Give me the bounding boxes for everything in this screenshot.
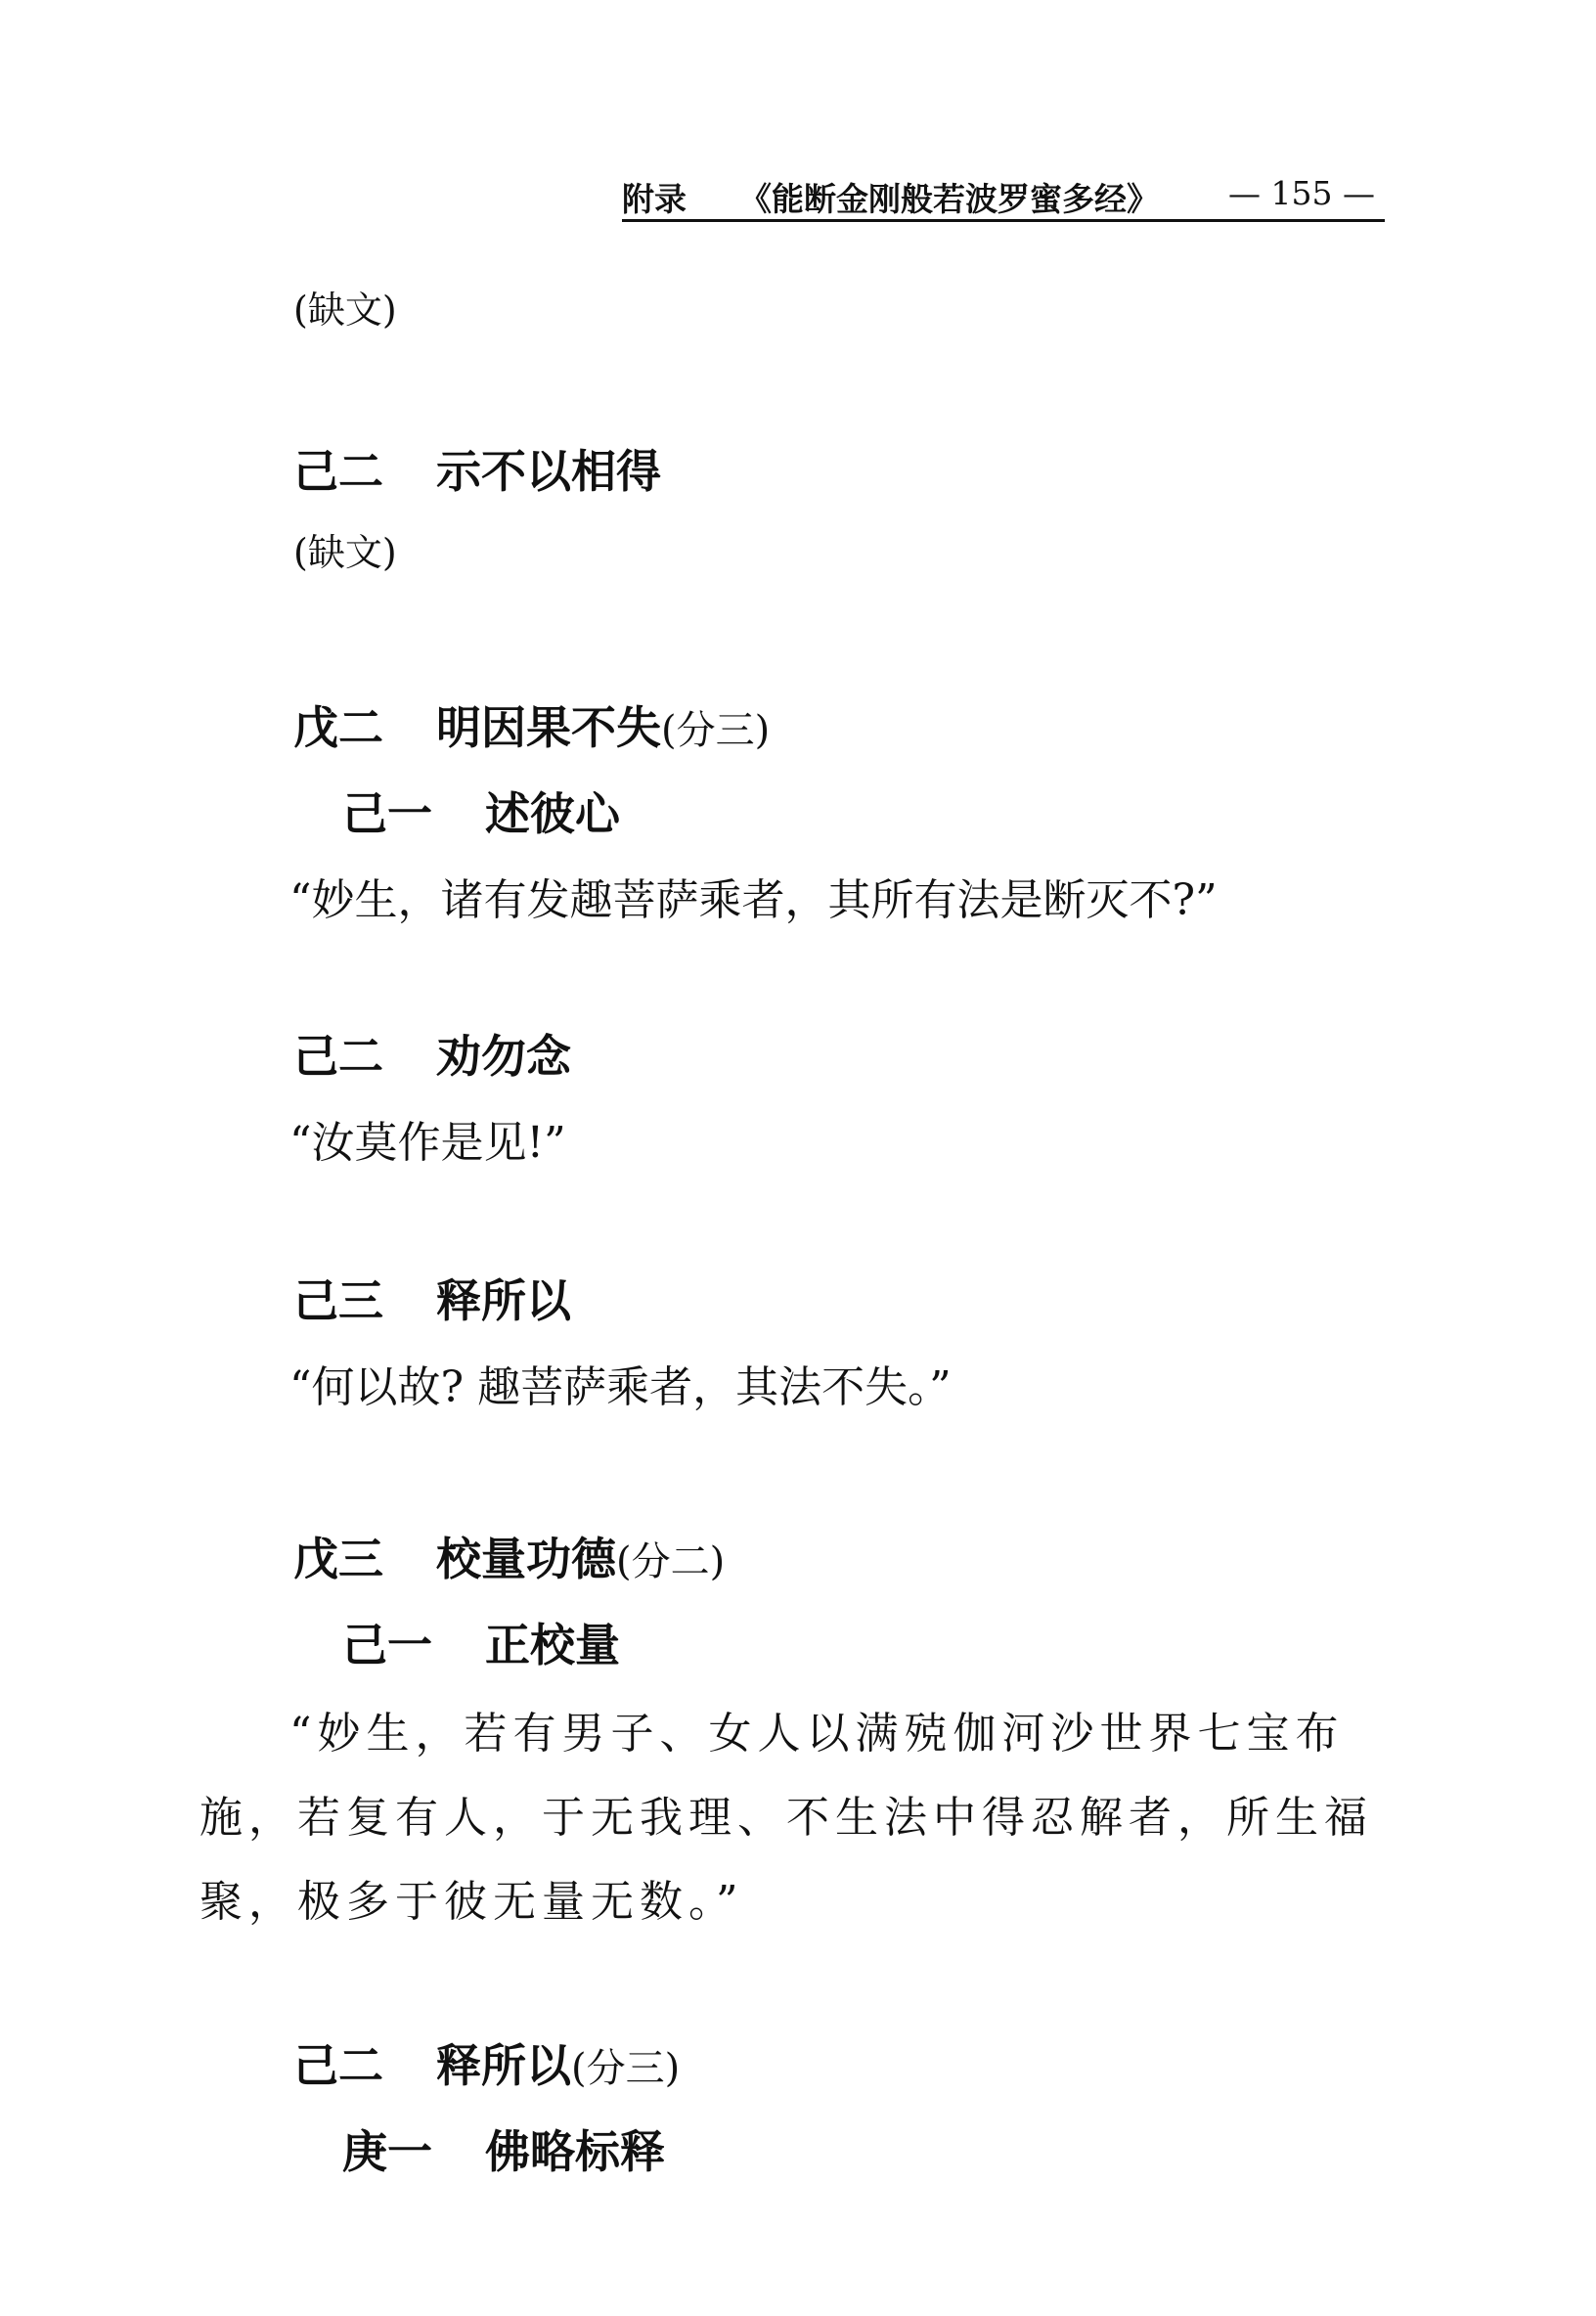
section-code: 己一 xyxy=(342,787,432,840)
running-header xyxy=(622,164,1385,222)
section-title: 明因果不失 xyxy=(436,701,661,754)
section-division-note: (分二) xyxy=(616,1539,726,1584)
section-heading xyxy=(293,1524,725,1588)
section-heading xyxy=(293,1021,571,1086)
section-title: 释所以 xyxy=(436,2039,571,2092)
page-number: — 155 — xyxy=(1228,174,1375,212)
section-division-note: (分三) xyxy=(571,2046,681,2091)
subsection-heading xyxy=(342,1610,620,1674)
section-title: 佛略标释 xyxy=(485,2125,665,2178)
header-appendix-label: 附录 xyxy=(622,180,687,218)
sutra-quote: “汝莫作是见!” xyxy=(289,1118,566,1168)
section-heading xyxy=(293,436,661,501)
section-code: 庚一 xyxy=(342,2125,432,2178)
section-heading xyxy=(293,1266,571,1330)
section-heading xyxy=(293,692,770,757)
section-code: 己二 xyxy=(293,2039,383,2092)
section-title: 正校量 xyxy=(485,1619,620,1671)
section-code: 己三 xyxy=(293,1274,383,1327)
section-heading xyxy=(293,2030,680,2095)
section-title: 示不以相得 xyxy=(436,445,661,498)
missing-text-note: (缺文) xyxy=(293,289,397,332)
section-title: 劝勿念 xyxy=(436,1030,571,1083)
sutra-quote: “妙生，诸有发趣菩萨乘者，其所有法是断灭不?” xyxy=(289,875,1218,925)
section-division-note: (分三) xyxy=(661,708,771,753)
section-code: 戊三 xyxy=(293,1533,383,1585)
sutra-quote: “何以故? 趣菩萨乘者，其法不失。” xyxy=(289,1362,952,1412)
header-book-title: 《能断金刚般若波罗蜜多经》 xyxy=(739,180,1159,218)
section-title: 校量功德 xyxy=(436,1533,616,1585)
section-title: 述彼心 xyxy=(485,787,620,840)
subsection-heading xyxy=(342,779,620,843)
paragraph-line: 聚，极多于彼无量无数。” xyxy=(200,1877,744,1927)
paragraph-line: “妙生，若有男子、女人以满殑伽河沙世界七宝布 xyxy=(289,1709,1345,1759)
section-code: 己二 xyxy=(293,1030,383,1083)
section-title: 释所以 xyxy=(436,1274,571,1327)
subsection-heading xyxy=(342,2116,665,2181)
section-code: 己二 xyxy=(293,445,383,498)
missing-text-note: (缺文) xyxy=(293,531,397,574)
section-code: 戊二 xyxy=(293,701,383,754)
section-code: 己一 xyxy=(342,1619,432,1671)
paragraph-line: 施，若复有人，于无我理、不生法中得忍解者，所生福 xyxy=(200,1793,1373,1843)
